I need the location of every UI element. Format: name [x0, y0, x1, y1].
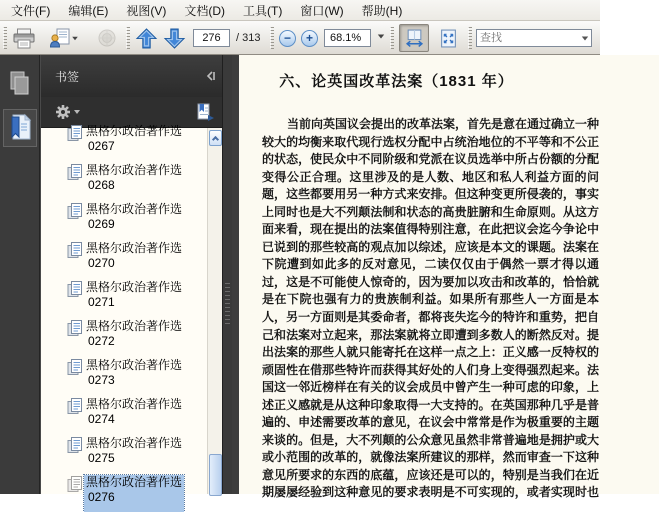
document-body [262, 115, 599, 501]
toolbar-grip[interactable] [3, 27, 7, 49]
page-icon [67, 436, 84, 473]
pages-panel-button[interactable] [3, 65, 37, 103]
bookmark-label [84, 358, 184, 395]
fit-width-icon [405, 29, 424, 48]
bookmark-page-number: 0268 [88, 178, 115, 192]
page-icon [67, 397, 84, 434]
bookmark-title: 黑格尔政治著作选 [86, 241, 183, 255]
bookmark-label [84, 319, 184, 356]
menu-item-5[interactable]: 窗口(W) [300, 3, 344, 18]
menu-item-3[interactable]: 文档(D) [184, 3, 225, 18]
bookmarks-list [41, 122, 207, 504]
document-page [239, 55, 659, 500]
document-text-line: 意见所要求的东西的底蕴，应该还是可以的，特别是当我们在近 [262, 467, 599, 482]
gear-dropdown-caret [74, 110, 80, 114]
bookmark-item[interactable] [41, 395, 207, 434]
bookmarks-list-container [41, 124, 222, 504]
toolbar-grip[interactable] [390, 27, 394, 49]
bookmark-page-number: 0267 [88, 139, 115, 153]
document-text-line: 己和法案对立起来，那法案就将立即遭到多数人的断然反对。提 [262, 327, 599, 342]
bookmarks-scrollbar[interactable] [207, 128, 222, 494]
bookmark-label [84, 241, 184, 278]
zoom-out-button[interactable]: − [279, 30, 296, 47]
toolbar-grip[interactable] [270, 27, 274, 49]
document-text-line: 遍的、申述需要改革的意见，在议会中常常是作为极重要的主题 [262, 415, 599, 430]
bookmark-title: 黑格尔政治著作选 [86, 319, 183, 333]
arrow-up-icon [136, 28, 157, 49]
page-icon [67, 124, 84, 161]
bookmark-title: 黑格尔政治著作选 [86, 436, 183, 450]
scrollbar-thumb[interactable] [209, 454, 222, 496]
scroll-up-button[interactable] [209, 130, 222, 146]
bookmark-title: 黑格尔政治著作选 [86, 280, 183, 294]
document-text-line: 顽固性在借那些特许而获得其好处的人们身上变得强烈起来。法 [262, 362, 599, 377]
splitter-grip[interactable] [225, 283, 230, 327]
bookmark-label [84, 202, 184, 239]
collaboration-button-disabled [92, 24, 122, 52]
document-title: 六、论英国改革法案（1831 年） [279, 73, 514, 90]
navigation-rail [0, 55, 40, 494]
bookmark-title: 黑格尔政治著作选 [86, 358, 183, 372]
document-text-line: 上同时也是大不列颠法制和状态的高贵脏腑和生命原则。从这方 [262, 204, 599, 219]
document-text-line: 过，这是不可能使人惊奇的，因为要加以攻击和改革的，恰恰就 [262, 274, 599, 289]
bookmark-item[interactable] [41, 473, 207, 512]
collapse-panel-button[interactable] [202, 68, 218, 84]
bookmark-item[interactable] [41, 122, 207, 161]
zoom-level-input[interactable] [324, 29, 371, 47]
bookmark-label [84, 397, 184, 434]
print-button[interactable] [9, 24, 39, 52]
bookmark-item[interactable] [41, 356, 207, 395]
fit-page-icon [439, 29, 458, 48]
find-input[interactable] [477, 32, 581, 44]
document-text-line: 或小范围的改革的，就像法案所建议的那样，然而审查一下这种 [262, 450, 599, 465]
page-icon [67, 280, 84, 317]
share-dropdown-caret [72, 36, 78, 40]
bookmark-page-number: 0270 [88, 256, 115, 270]
arrow-down-icon [164, 28, 185, 49]
zoom-in-button[interactable]: + [301, 30, 318, 47]
zoom-dropdown-caret[interactable] [378, 35, 384, 39]
bookmarks-icon [8, 114, 32, 142]
panel-splitter[interactable] [222, 55, 232, 494]
page-icon [67, 319, 84, 356]
menu-item-6[interactable]: 帮助(H) [361, 3, 403, 18]
bookmark-page-number: 0274 [88, 412, 115, 426]
bookmark-label [84, 436, 184, 473]
options-gear-button[interactable] [55, 104, 80, 120]
page-icon [67, 475, 84, 512]
bookmark-item[interactable] [41, 200, 207, 239]
document-text-line: 国这一邻近榜样在有关的议会成员中曾产生一种可虑的印象，上 [262, 380, 599, 395]
document-text-line: 来谈的。但是，大不列颠的公众意见虽然非常普遍地是拥护或大 [262, 432, 599, 447]
bookmark-item[interactable] [41, 434, 207, 473]
bookmarks-panel-title: 书签 [55, 69, 80, 84]
bookmark-label [84, 163, 184, 200]
bookmarks-panel [40, 55, 222, 504]
main-area [0, 55, 600, 504]
document-text-line: 较大的均衡来取代现行选权分配中占统治地位的不平等和不公正 [262, 134, 599, 149]
menu-item-2[interactable]: 视图(V) [126, 3, 167, 18]
previous-page-button[interactable] [133, 24, 160, 52]
bookmark-title: 黑格尔政治著作选 [86, 397, 183, 411]
menu-bar [0, 0, 600, 21]
document-text-line: 述正义感就是从这种印象取得一大支持的。在英国那种几乎是普 [262, 397, 599, 412]
document-view[interactable] [232, 55, 600, 500]
menu-item-0[interactable]: 文件(F) [11, 3, 51, 18]
document-text-line: 期屡屡经验到这种意见的要求表明是不可实现的，或者实现时也 [262, 485, 599, 500]
page-total-label: / 313 [236, 32, 261, 44]
bookmark-item[interactable] [41, 317, 207, 356]
bookmark-page-number: 0275 [88, 451, 115, 465]
bookmark-label [84, 124, 184, 161]
fit-page-button[interactable] [433, 24, 463, 52]
page-icon [67, 241, 84, 278]
document-text-line: 人，另一方面则是其委命者，都将丧失迄今的特许和重势，把自 [262, 310, 599, 325]
toolbar-grip[interactable] [468, 27, 472, 49]
bookmark-item[interactable] [41, 278, 207, 317]
menu-item-1[interactable]: 编辑(E) [68, 3, 109, 18]
bookmark-page-number: 0272 [88, 334, 115, 348]
bookmark-label [84, 475, 184, 512]
page-number-input[interactable] [193, 29, 230, 47]
collaboration-icon [97, 28, 117, 48]
page-icon [67, 358, 84, 395]
document-text-line: 面来看，现在提出的法案值得特别注意，在此把议会迄今争论中 [262, 222, 599, 237]
bookmarks-panel-header [41, 55, 222, 97]
bookmark-page-number: 0269 [88, 217, 115, 231]
pages-icon [9, 71, 31, 97]
gear-icon [55, 104, 71, 120]
document-text-line: 已说到的那些较高的观点加以综述，应该是本文的课题。法案在 [262, 239, 599, 254]
document-text-line: 出法案的那些人就只能寄托在这样一点之上：正义感一反特权的 [262, 345, 599, 360]
bookmark-label [84, 280, 184, 317]
page-icon [67, 163, 84, 200]
goto-current-bookmark-button[interactable] [195, 103, 214, 121]
printer-icon [12, 28, 36, 49]
bookmark-page-number: 0273 [88, 373, 115, 387]
share-document-icon [49, 28, 71, 49]
bookmark-page-number: 0276 [88, 490, 115, 504]
find-box [476, 29, 592, 47]
document-text-line: 是在下院也强有力的贵族制利益。如果所有那些人一方面是本 [262, 292, 599, 307]
bookmark-title: 黑格尔政治著作选 [86, 202, 183, 216]
bookmark-title: 黑格尔政治著作选 [86, 475, 183, 489]
toolbar [0, 21, 600, 55]
bookmark-item[interactable] [41, 239, 207, 278]
fit-width-button[interactable] [399, 24, 429, 52]
document-text-line: 当前向英国议会提出的改革法案，首先是意在通过确立一种 [287, 117, 600, 131]
document-text-line: 变得公正合理。这里涉及的是人数、地区和私人利益方面的问 [262, 169, 599, 184]
find-dropdown-caret[interactable] [582, 36, 588, 40]
menu-item-4[interactable]: 工具(T) [243, 3, 283, 18]
bookmark-page-number: 0271 [88, 295, 115, 309]
bookmarks-panel-button[interactable] [3, 109, 37, 147]
bookmark-item[interactable] [41, 161, 207, 200]
document-text-line: 下院遭到如此多的反对意见，二读仅仅由于偶然一票才得以通 [262, 257, 599, 272]
page-icon [67, 202, 84, 239]
bookmark-title: 黑格尔政治著作选 [86, 124, 183, 138]
next-page-button[interactable] [161, 24, 188, 52]
toolbar-grip[interactable] [126, 27, 130, 49]
share-document-button[interactable] [45, 24, 83, 52]
document-text-line: 的状态，使民众中不同阶级和党派在议员选举中所占份额的分配 [262, 152, 599, 167]
document-text-line: 题，这些都要用另一种方式来安排。但这种变更所侵袭的，事实 [262, 187, 599, 202]
bookmark-title: 黑格尔政治著作选 [86, 163, 183, 177]
